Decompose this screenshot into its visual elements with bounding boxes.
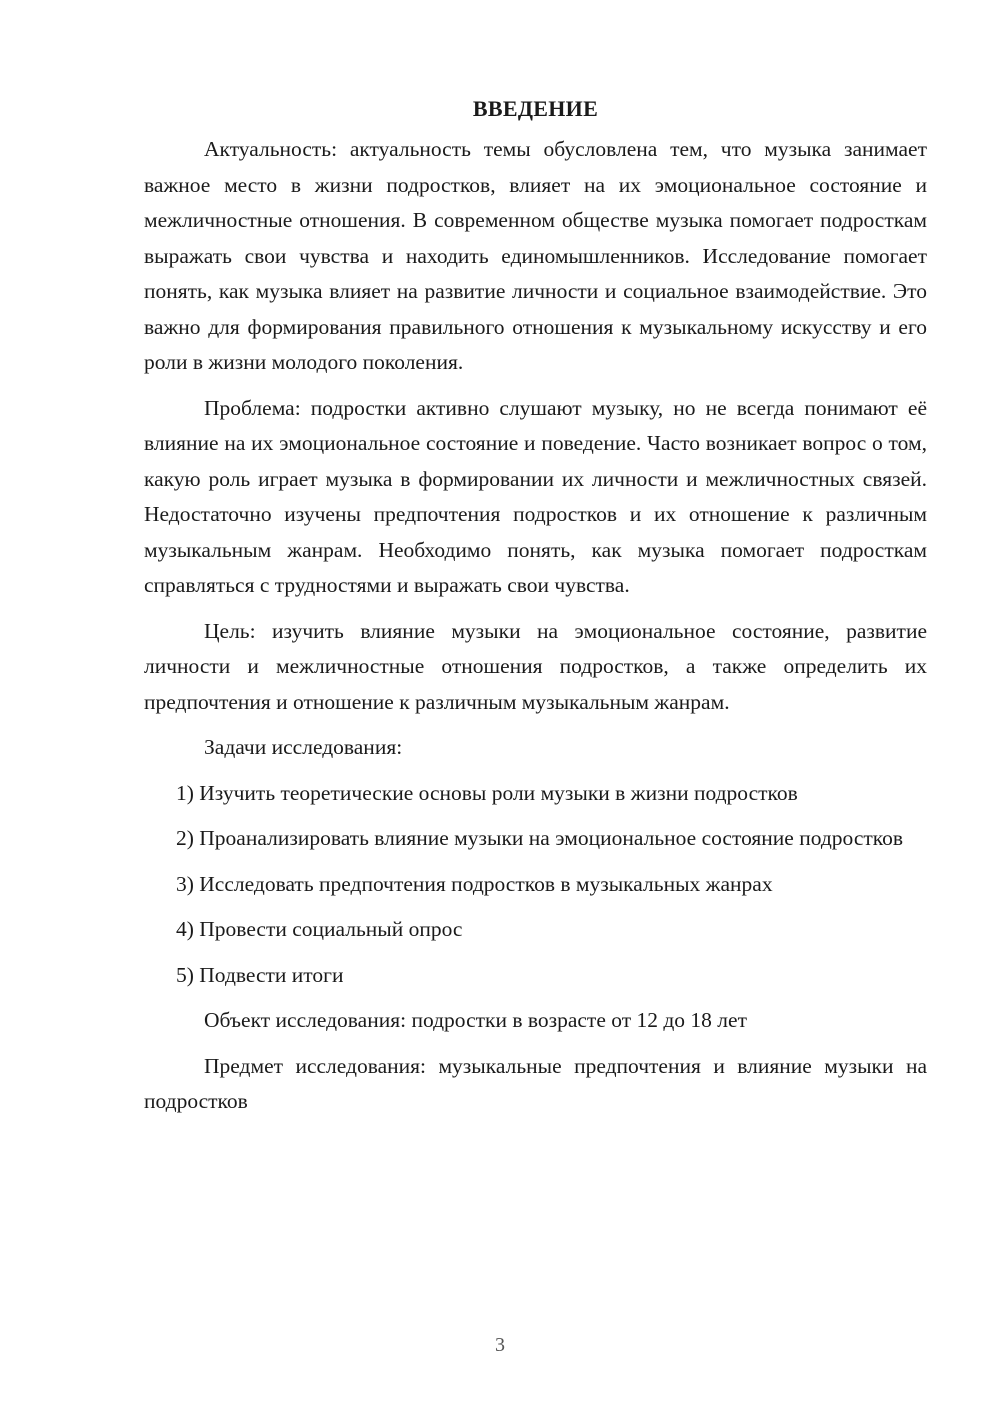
document-page — [144, 92, 927, 1130]
subject-paragraph: Предмет исследования: музыкальные предпочтения и влияние музыки на подростков — [144, 1053, 927, 1113]
page-number: 3 — [495, 1334, 505, 1356]
task-item-4: 4) Провести социальный опрос — [176, 917, 463, 941]
tasks-title: Задачи исследования: — [204, 735, 403, 759]
task-item-1: 1) Изучить теоретические основы роли музыки в жизни подростков — [176, 780, 798, 805]
page-title: ВВЕДЕНИЕ — [472, 96, 599, 121]
goal-paragraph: Цель: изучить влияние музыки на эмоциональное состояние, развитие личности и межличностные отношения подростков, а также определить их предпочтения и отношение к различным музыкальным жанрам. — [144, 618, 927, 714]
task-item-3: 3) Исследовать предпочтения подростков в музыкальных жанрах — [176, 871, 773, 896]
object-paragraph: Объект исследования: подростки в возрасте от 12 до 18 лет — [204, 1008, 747, 1032]
task-item-2: 2) Проанализировать влияние музыки на эмоциональное состояние подростков — [176, 826, 904, 850]
relevance-paragraph: Актуальность: актуальность темы обусловлена тем, что музыка занимает важное место в жизни подростков, влияет на их эмоциональное состояние и межличностные отношения. В современном обществе музыка помогает подросткам выражать свои чувства и находить единомышленников. Исследование помогает понять, как музыка влияет на развитие личности и социальное взаимодействие. Это важно для формирования правильного отношения к музыкальному искусству и его роли в жизни молодого поколения. — [144, 137, 927, 374]
task-item-5: 5) Подвести итоги — [176, 962, 344, 987]
problem-paragraph: Проблема: подростки активно слушают музыку, но не всегда понимают её влияние на их эмоциональное состояние и поведение. Часто возникает вопрос о том, какую роль играет музыка в формировании их личности и межличностных связей. Недостаточно изучены предпочтения подростков и их отношение к различным музыкальным жанрам. Необходимо понять, как музыка помогает подросткам справляться с трудностями и выражать свои чувства. — [144, 395, 927, 597]
